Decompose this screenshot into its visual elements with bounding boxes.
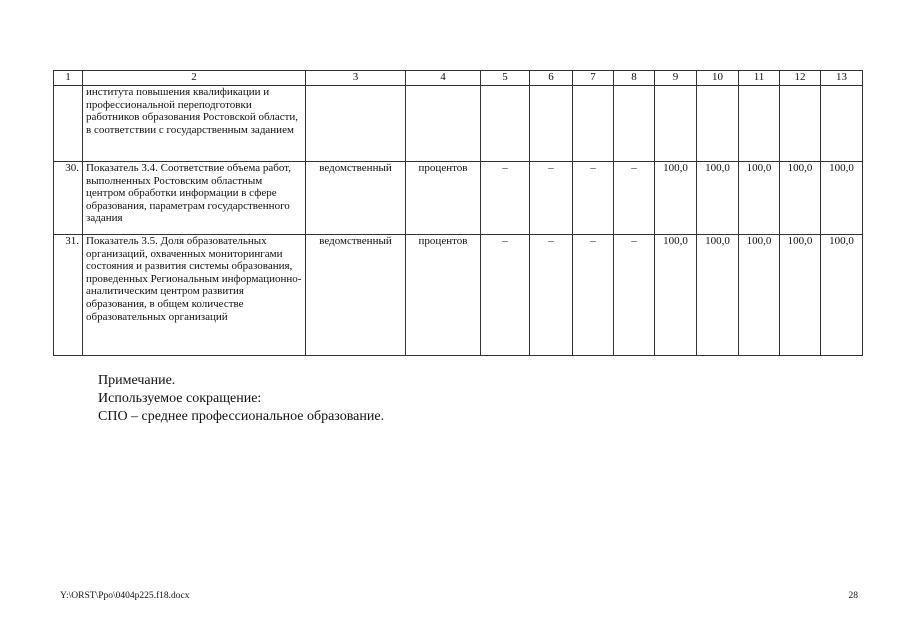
indicators-table (53, 70, 863, 356)
value-cell (780, 86, 821, 162)
column-header: 8 (614, 71, 655, 86)
value-cell: – (573, 235, 614, 356)
value-cell (614, 86, 655, 162)
table-row (54, 86, 863, 162)
indicator-name: Показатель 3.5. Доля образовательных организаций, охваченных мониторингами состояния и развития системы образования, проведенных Региональным информационно-аналитическим центром развития образования, в общем количестве образовательных организаций (83, 235, 306, 356)
value-cell (655, 86, 697, 162)
column-header: 9 (655, 71, 697, 86)
table-row (54, 235, 863, 356)
notes (98, 372, 384, 426)
value-cell (739, 86, 780, 162)
header-row (54, 71, 863, 86)
value-cell: 100,0 (821, 235, 863, 356)
column-header: 13 (821, 71, 863, 86)
value-cell: 100,0 (697, 162, 739, 235)
value-cell: – (614, 162, 655, 235)
value-cell: 100,0 (697, 235, 739, 356)
value-cell: 100,0 (655, 162, 697, 235)
row-number: 31. (54, 235, 83, 356)
value-cell: 100,0 (655, 235, 697, 356)
note-title: Примечание. (98, 373, 176, 388)
value-cell: 100,0 (739, 162, 780, 235)
column-header: 10 (697, 71, 739, 86)
unit: процентов (406, 235, 481, 356)
value-cell: – (614, 235, 655, 356)
note-abbrev-label: Используемое сокращение: (98, 391, 262, 406)
value-cell (821, 86, 863, 162)
page-number: 28 (848, 591, 858, 601)
value-cell: – (530, 235, 573, 356)
value-cell: – (481, 235, 530, 356)
column-header: 11 (739, 71, 780, 86)
footer-file-path: Y:\ORST\Ppo\0404p225.f18.docx (60, 591, 190, 601)
value-cell: 100,0 (739, 235, 780, 356)
column-header: 1 (54, 71, 83, 86)
row-number: 30. (54, 162, 83, 235)
column-header: 2 (83, 71, 306, 86)
value-cell: – (530, 162, 573, 235)
indicator-name: Показатель 3.4. Соответствие объема работ, выполненных Ростовским областным центром обработки информации в сфере образования, параметрам государственного задания (83, 162, 306, 235)
indicator-name: института повышения квалификации и профессиональной переподготовки работников образования Ростовской области, в соответствии с государственным заданием (83, 86, 306, 162)
column-header: 12 (780, 71, 821, 86)
value-cell: 100,0 (821, 162, 863, 235)
value-cell: 100,0 (780, 162, 821, 235)
column-header: 5 (481, 71, 530, 86)
indicator-type (306, 86, 406, 162)
column-header: 7 (573, 71, 614, 86)
value-cell: – (573, 162, 614, 235)
value-cell: 100,0 (780, 235, 821, 356)
note-abbrev: СПО – среднее профессиональное образование. (98, 409, 385, 424)
value-cell (530, 86, 573, 162)
indicator-type: ведомственный (306, 162, 406, 235)
value-cell (573, 86, 614, 162)
table-row (54, 162, 863, 235)
column-header: 6 (530, 71, 573, 86)
unit (406, 86, 481, 162)
unit: процентов (406, 162, 481, 235)
value-cell (697, 86, 739, 162)
value-cell: – (481, 162, 530, 235)
column-header: 3 (306, 71, 406, 86)
column-header: 4 (406, 71, 481, 86)
row-number (54, 86, 83, 162)
value-cell (481, 86, 530, 162)
indicator-type: ведомственный (306, 235, 406, 356)
